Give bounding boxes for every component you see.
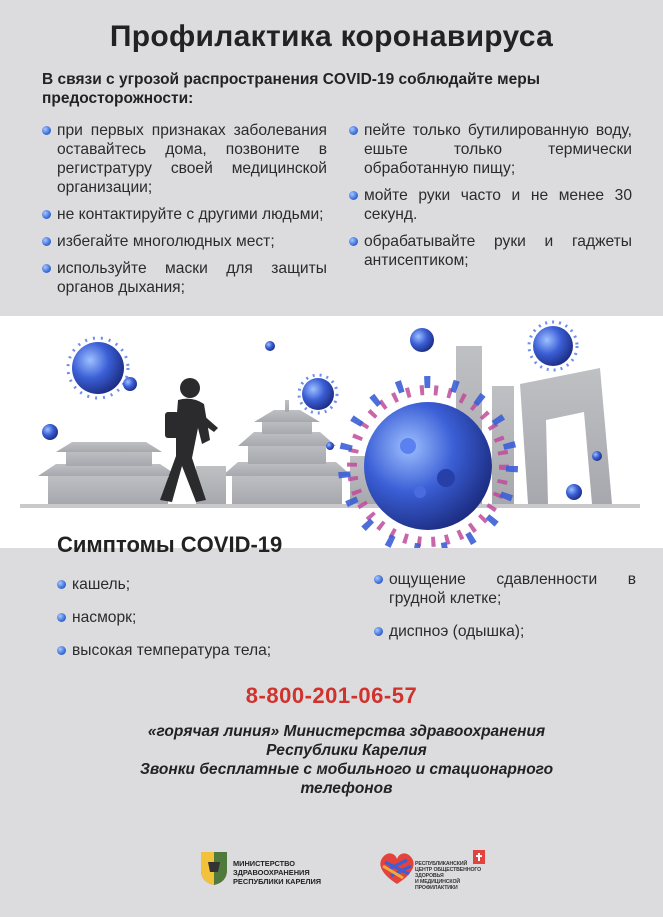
bullet-icon	[349, 237, 358, 246]
list-item: ощущение сдавленности в грудной клетке;	[374, 570, 636, 608]
list-item: избегайте многолюдных мест;	[42, 232, 327, 251]
city-virus-illustration	[0, 316, 663, 548]
illustration-icon	[0, 316, 663, 548]
bullet-icon	[374, 575, 383, 584]
list-item: используйте маски для защиты органов дыхания;	[42, 259, 327, 297]
list-item: обрабатывайте руки и гаджеты антисептиком;	[349, 232, 632, 270]
intro-text: В связи с угрозой распространения COVID-19 соблюдайте меры предосторожности:	[42, 71, 540, 107]
bullet-icon	[57, 613, 66, 622]
bullet-icon	[374, 627, 383, 636]
hotline-description: «горячая линия» Министерства здравоохранения Республики Карелия Звонки бесплатные с мобильного и стационарного телефонов	[139, 723, 554, 797]
list-item: кашель;	[57, 575, 347, 594]
heart-icon	[377, 848, 417, 888]
bullet-icon	[42, 210, 51, 219]
prevention-list-right	[349, 121, 632, 278]
coat-of-arms-icon	[199, 850, 229, 886]
list-item: не контактируйте с другими людьми;	[42, 205, 327, 224]
list-item: пейте только бутилированную воду, ешьте только термически обработанную пищу;	[349, 121, 632, 178]
bullet-icon	[42, 126, 51, 135]
bullet-icon	[57, 580, 66, 589]
ministry-logo-text: МИНИСТЕРСТВО ЗДРАВООХРАНЕНИЯ РЕСПУБЛИКИ КАРЕЛИЯ	[233, 859, 322, 886]
prevention-list-left	[42, 121, 327, 305]
hotline-phone[interactable]: 8-800-201-06-57	[245, 683, 418, 708]
symptoms-title: Симптомы COVID-19	[57, 532, 283, 557]
list-item: мойте руки часто и не менее 30 секунд.	[349, 186, 632, 224]
symptoms-list-left	[57, 575, 347, 674]
bullet-icon	[349, 126, 358, 135]
bullet-icon	[42, 237, 51, 246]
ministry-logo	[199, 850, 371, 886]
list-item: при первых признаках заболевания оставайтесь дома, позвоните в регистратуру своей медицинской организации;	[42, 121, 327, 197]
health-center-logo	[377, 848, 497, 890]
bullet-icon	[57, 646, 66, 655]
list-item: высокая температура тела;	[57, 641, 347, 660]
health-center-logo-text: РЕСПУБЛИКАНСКИЙ ЦЕНТР ОБЩЕСТВЕННОГО ЗДОРОВЬЯ И МЕДИЦИНСКОЙ ПРОФИЛАКТИКИ	[415, 861, 482, 891]
list-item: насморк;	[57, 608, 347, 627]
page-title: Профилактика коронавируса	[109, 20, 554, 53]
list-item: диспноэ (одышка);	[374, 622, 636, 641]
bullet-icon	[42, 264, 51, 273]
bullet-icon	[349, 191, 358, 200]
symptoms-list-right	[374, 570, 636, 655]
